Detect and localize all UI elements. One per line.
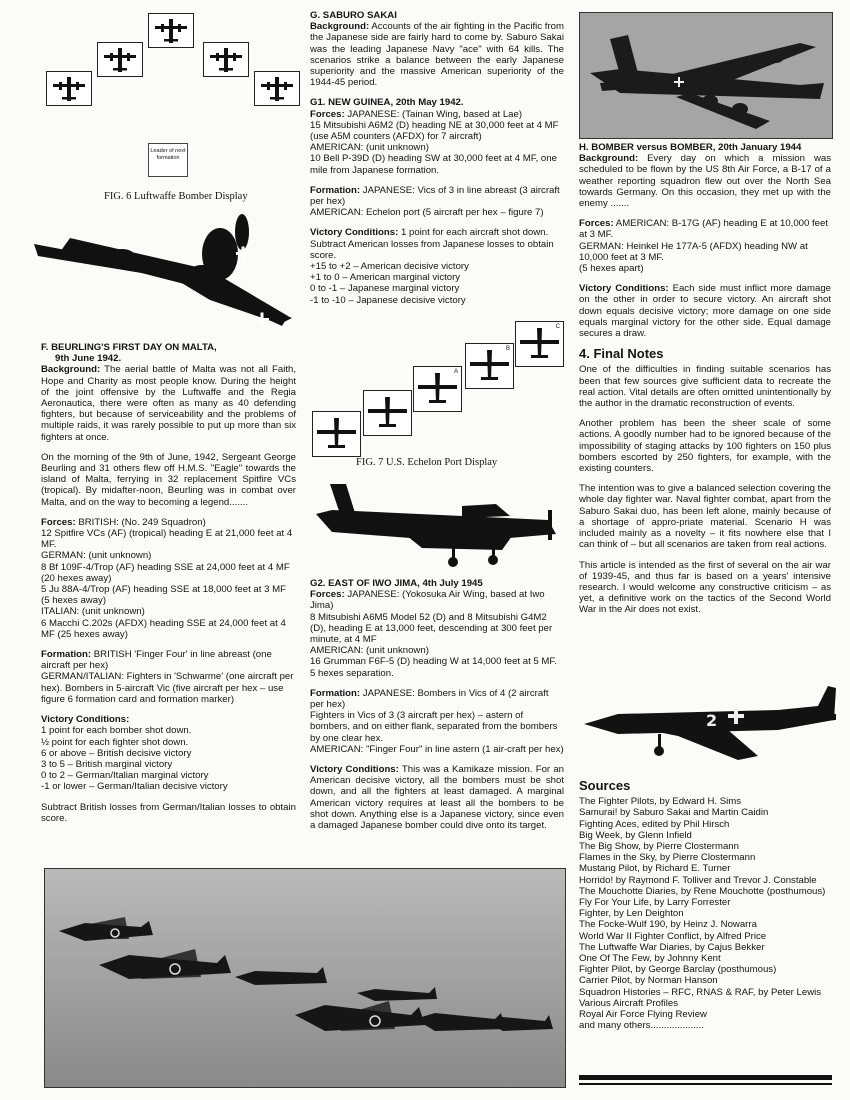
source-item: Big Week, by Glenn Infield — [579, 829, 692, 841]
forces-label: Forces: — [41, 516, 76, 528]
bomber-icon — [255, 72, 299, 105]
footer-rule — [579, 1083, 832, 1085]
formation-line: BRITISH 'Finger Four' in line abreast (one aircraft per hex) — [41, 649, 272, 672]
source-item: One Of The Few, by Johnny Kent — [579, 953, 721, 965]
forces-line: 15 Mitsubishi A6M2 (D) heading NE at 30,000 feet at 4 MF (use A5M counters (AFDX) for 7 aircraft) — [310, 119, 559, 143]
scenario-h-forces — [579, 218, 831, 274]
source-item: Various Aircraft Profiles — [579, 997, 678, 1009]
background-label: Background: — [41, 364, 101, 376]
scenario-f-victory — [41, 714, 296, 792]
fig7-caption: FIG. 7 U.S. Echelon Port Display — [356, 457, 498, 468]
scenario-g2-title: G2. EAST OF IWO JIMA, 4th July 1945 — [310, 578, 483, 589]
forces-line: AMERICAN: (unit unknown) — [310, 645, 429, 657]
victory-line: -1 or lower – German/Italian decisive victory — [41, 781, 228, 793]
source-item: Samurai! by Saburo Sakai and Martin Caidin — [579, 807, 769, 819]
forces-line: GERMAN: Heinkel He 177A-5 (AFDX) heading NW at 10,000 feet at 3 MF. — [579, 240, 808, 263]
victory-line: +15 to +2 – American decisive victory — [310, 261, 469, 273]
source-item: Fighter Pilot, by George Barclay (posthumous) — [579, 964, 777, 976]
scenario-g — [310, 10, 564, 315]
forces-line: 10 Bell P-39D (D) heading SW at 30,000 feet at 4 MF, one mile from Japanese formation. — [310, 153, 557, 176]
final-notes-paragraph: This article is intended as the first of several on the air war of 1939-45, and thus far is based on a years' intensive research. I would welcome any constructive criticism – as yet, a definitive work on the tactics of the Second World War in the Air does not exist. — [579, 559, 831, 616]
box-mark: C — [555, 324, 560, 330]
formation-line: AMERICAN: "Finger Four" in line astern (1 air-craft per hex) — [310, 743, 564, 755]
forces-line: (5 hexes apart) — [579, 263, 644, 275]
bomber-icon — [149, 14, 193, 47]
scenario-g1-formation — [310, 185, 564, 219]
aircraft-photo — [580, 13, 832, 138]
fig6-bomber-box-far-right — [254, 71, 300, 106]
b17-photo — [579, 12, 833, 139]
final-notes-paragraph: The intention was to give a balanced selection covering the whole day fighter war. Naval fighter combat, apart from the Saburo Sakai duo, has been left alone, mainly because of a shortage of appro-priate material. Scenario H was included mainly as a novelty – it fits nowhere else that I can think of – but all scenarios are taken from real actions. — [579, 483, 831, 551]
final-notes-paragraph: One of the difficulties in finding suitable scenarios has been that few sources give sufficient data to recreate the real action. Vital details are often omitted unintentionally by the author in the dramatic reconstruction of events. — [579, 364, 831, 410]
final-notes-heading: 4. Final Notes — [579, 346, 664, 362]
victory-label: Victory Conditions: — [310, 227, 399, 239]
source-item: The Focke-Wulf 190, by Heinz J. Nowarra — [579, 919, 757, 931]
sources — [579, 778, 831, 1031]
scenario-f-closing: Subtract British losses from German/Italian losses to obtain score. — [41, 801, 296, 824]
fig6-bomber-box-far-left — [46, 71, 92, 106]
formation-label: Formation: — [310, 184, 361, 196]
scenario-h-background: Every day on which a mission was scheduled to be flown by the US 8th Air Force, a B-17 of a weather reporting squadron flew out over the North Sea towards Germany. On this occasion, they met up with the enemy ....... — [579, 153, 831, 210]
victory-text: This was a Kamikaze mission. For an American decisive victory, all the bombers must be shot down, and all the fighters at least damaged. A marginal American victory requires at least all the bombers to be shot down. Anything else is a Japanese victory, since even a damaged Japanese bomber could dive onto its target. — [310, 764, 564, 832]
source-item: Flames in the Sky, by Pierre Clostermann — [579, 852, 756, 864]
victory-line: ½ point for each fighter shot down. — [41, 736, 189, 748]
scenario-g1-forces — [310, 97, 564, 175]
victory-line: 6 or above – British decisive victory — [41, 747, 192, 759]
victory-line: 3 to 5 – British marginal victory — [41, 758, 173, 770]
source-item: Fly For Your Life, by Larry Forrester — [579, 897, 731, 909]
source-item: Fighter, by Len Deighton — [579, 908, 684, 920]
victory-text: 1 point for each aircraft shot down. Subtract American losses from Japanese losses to obtain score. — [310, 227, 554, 261]
formation-line: AMERICAN: Echelon port (5 aircraft per hex – figure 7) — [310, 207, 544, 219]
bf109-photo — [578, 684, 840, 764]
aircraft-photo — [30, 208, 298, 338]
forces-line: AMERICAN: B-17G (AF) heading E at 10,000 feet at 3 MF. — [579, 218, 829, 241]
forces-line: BRITISH: (No. 249 Squadron) — [75, 516, 206, 528]
fighter-icon — [313, 412, 360, 456]
source-item: Squadron Histories – RFC, RNAS & RAF, by Peter Lewis — [579, 986, 822, 998]
background-label: Background: — [310, 21, 370, 33]
fig6-leader-card — [148, 143, 188, 177]
aircraft-photo — [45, 869, 565, 1087]
forces-line: JAPANESE: (Yokosuka Air Wing, based at Iwo Jima) — [310, 589, 545, 612]
scenario-f-formation — [41, 649, 296, 705]
fig7-fighter-box-5 — [515, 321, 564, 367]
final-notes-paragraph: Another problem has been the sheer scale of some actions. A goodly number had to be ignored because of the impossibility of staging attacks by 100 fighters on 150 plus bombers escorted by 250 fighters, for example, with the existing counters. — [579, 418, 831, 475]
forces-label: Forces: — [310, 589, 345, 601]
bomber-icon — [98, 43, 142, 76]
bomber-icon — [47, 72, 91, 105]
scenario-h — [579, 142, 831, 625]
bomber-icon — [204, 43, 248, 76]
victory-line: 1 point for each bomber shot down. — [41, 725, 192, 737]
forces-line: 8 Mitsubishi A6M5 Model 52 (D) and 8 Mitsubishi G4M2 (D), heading E at 13,000 feet, descending at 300 feet per minute, at 4 MF — [310, 611, 553, 646]
background-label: Background: — [579, 153, 639, 165]
formation-line: JAPANESE: Bombers in Vics of 4 (2 aircraft per hex) — [310, 687, 549, 711]
victory-label: Victory Conditions: — [579, 283, 669, 295]
formation-line: Fighters in Vics of 3 (3 aircraft per hex) – astern of bombers, and on either flank, separated from the bombers by one clear hex. — [310, 710, 558, 744]
scenario-g2-forces — [310, 578, 564, 679]
source-item: The Fighter Pilots, by Edward H. Sims — [579, 796, 742, 808]
fig6-caption: FIG. 6 Luftwaffe Bomber Display — [104, 191, 248, 202]
fighter-icon — [364, 391, 411, 435]
forces-line: 12 Spitfire VCs (AF) (tropical) heading E at 21,000 feet at 4 MF. — [41, 528, 293, 551]
leader-card-text: Leader of next formation — [150, 148, 186, 161]
forces-label: Forces: — [310, 108, 345, 120]
forces-line: 5 hexes separation. — [310, 667, 394, 679]
svg-text:2: 2 — [706, 711, 718, 730]
forces-line: GERMAN: (unit unknown) — [41, 550, 152, 562]
forces-line: JAPANESE: (Tainan Wing, based at Lae) — [344, 108, 523, 120]
fig7-fighter-box-4 — [465, 343, 514, 389]
zero-photo — [312, 476, 562, 571]
source-item: The Luftwaffe War Diaries, by Cajus Bekker — [579, 941, 765, 953]
formation-line: GERMAN/ITALIAN: Fighters in 'Schwarme' (one aircraft per hex). Bombers in 5-aircraft Vic (five aircraft per hex – use figure 6 formation card and formation marker) — [41, 671, 294, 705]
scenario-f-forces — [41, 517, 296, 640]
victory-line: 0 to -1 – Japanese marginal victory — [310, 283, 460, 295]
forces-line: AMERICAN: (unit unknown) — [310, 142, 429, 154]
forces-line: 8 Bf 109F-4/Trop (AF) heading SSE at 24,000 feet at 4 MF (20 hexes away) — [41, 561, 290, 584]
fig6-bomber-box-lead — [148, 13, 194, 48]
box-mark: A — [453, 369, 458, 375]
scenario-g2 — [310, 578, 564, 840]
source-item: Carrier Pilot, by Norman Hanson — [579, 975, 718, 987]
source-item: Fighting Aces, edited by Phil Hirsch — [579, 818, 730, 830]
victory-label: Victory Conditions: — [41, 714, 130, 726]
footer-rule — [579, 1075, 832, 1080]
source-item: The Mouchotte Diaries, by Rene Mouchotte (posthumous) — [579, 885, 826, 897]
source-item: World War II Fighter Conflict, by Alfred Price — [579, 930, 767, 942]
box-mark: B — [505, 346, 510, 352]
forces-line: 5 Ju 88A-4/Trop (AF) heading SSE at 18,000 feet at 3 MF (5 hexes away) — [41, 584, 286, 607]
sources-heading: Sources — [579, 778, 631, 793]
scenario-h-title: H. BOMBER versus BOMBER, 20th January 1944 — [579, 142, 802, 153]
scenario-f-date: 9th June 1942. — [55, 353, 122, 365]
forces-label: Forces: — [579, 218, 614, 230]
spitfire-formation-photo — [44, 868, 566, 1088]
formation-line: JAPANESE: Vics of 3 in line abreast (3 aircraft per hex) — [310, 184, 560, 208]
scenario-f-title: F. BEURLING'S FIRST DAY ON MALTA, — [41, 342, 217, 353]
formation-label: Formation: — [41, 649, 92, 661]
scenario-g2-formation — [310, 688, 564, 755]
forces-line: 16 Grumman F6F-5 (D) heading W at 14,000 feet at 5 MF. — [310, 656, 557, 668]
fig7-fighter-box-1 — [312, 411, 361, 457]
fig6-bomber-box-left — [97, 42, 143, 77]
forces-line: 6 Macchi C.202s (AFDX) heading SSE at 24,000 feet at 4 MF (25 hexes away) — [41, 617, 286, 640]
scenario-f-para2: On the morning of the 9th of June, 1942, Sergeant George Beurling and 31 others flew off H.M.S. "Eagle" towards the island of Malta, ferrying in 32 replacement Spitfire VCs (tropical). By midafter-noon, Beurling was in combat over Malta, and on the way to becoming a legend....... — [41, 451, 296, 508]
formation-label: Formation: — [310, 687, 361, 699]
source-item: Horrido! by Raymond F. Tolliver and Trevor J. Constable — [579, 874, 817, 886]
aircraft-photo — [578, 684, 840, 764]
victory-label: Victory Conditions: — [310, 764, 399, 776]
scenario-f — [41, 342, 296, 833]
source-item: and many others.................... — [579, 1020, 704, 1032]
source-item: Royal Air Force Flying Review — [579, 1009, 707, 1021]
scenario-g1-victory — [310, 227, 564, 305]
scenario-g1-title: G1. NEW GUINEA, 20th May 1942. — [310, 97, 464, 109]
scenario-g-title: G. SABURO SAKAI — [310, 10, 397, 21]
scenario-g-background: Accounts of the air fighting in the Pacific from the Japanese side are fairly hard to come by. Saburo Sakai was the leading Japanese Navy "ace" with 64 kills. The scenarios strike a balance between the early Japanese superiority and the massive American superiority of the 1944-45 period. — [310, 21, 564, 89]
source-item: The Big Show, by Pierre Clostermann — [579, 841, 739, 853]
aircraft-photo — [312, 476, 562, 571]
victory-line: -1 to -10 – Japanese decisive victory — [310, 294, 466, 306]
fig6-bomber-box-right — [203, 42, 249, 77]
me110-photo — [30, 208, 298, 338]
victory-line: 0 to 2 – German/Italian marginal victory — [41, 770, 209, 782]
victory-text: Each side must inflict more damage on the other in order to secure victory. An aircraft shot down equals decisive victory; more damage on one side equals marginal victory for the other side. Equal damage secures a draw. — [579, 283, 831, 340]
victory-line: +1 to 0 – American marginal victory — [310, 272, 461, 284]
source-item: Mustang Pilot, by Richard E. Turner — [579, 863, 731, 875]
fig7-fighter-box-3 — [413, 366, 462, 412]
forces-line: ITALIAN: (unit unknown) — [41, 606, 145, 618]
fig7-fighter-box-2 — [363, 390, 412, 436]
scenario-f-background: The aerial battle of Malta was not all Faith, Hope and Charity as most people know. During the height of the joint offensive by the Luftwaffe and the Regia Aeronautica, there were often as many as 40 defending fighters, but because of serviceability and the problems of multiple raids, it was rarely possible to put up more than six fighters at once. — [41, 364, 296, 443]
